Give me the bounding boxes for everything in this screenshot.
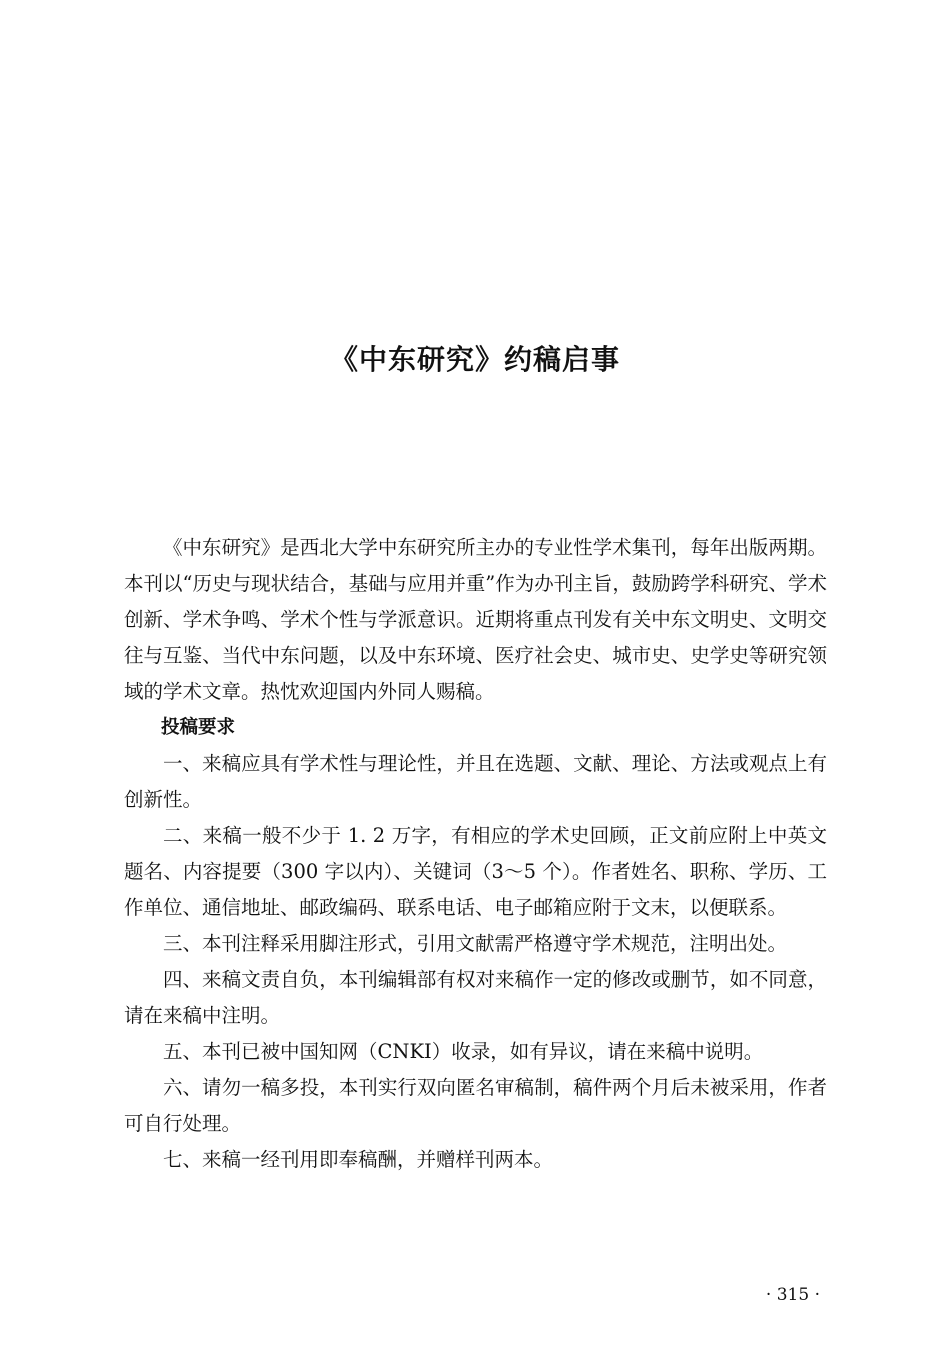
requirement-item-6: 六、请勿一稿多投，本刊实行双向匿名审稿制，稿件两个月后未被采用，作者可自行处理。	[124, 1076, 827, 1135]
intro-paragraph: 《中东研究》是西北大学中东研究所主办的专业性学术集刊，每年出版两期。本刊以“历史与现状结合，基础与应用并重”作为办刊主旨，鼓励跨学科研究、学术创新、学术争鸣、学术个性与学派意识。近期将重点刊发有关中东文明史、文明交往与互鉴、当代中东问题，以及中东环境、医疗社会史、城市史、史学史等研究领域的学术文章。热忱欢迎国内外同人赐稿。	[124, 536, 827, 703]
requirement-item-4: 四、来稿文责自负，本刊编辑部有权对来稿作一定的修改或删节，如不同意，请在来稿中注明。	[124, 968, 827, 1027]
requirements-heading: 投稿要求	[161, 717, 236, 738]
document-body	[124, 530, 827, 1178]
requirement-item-2: 二、来稿一般不少于 1. 2 万字，有相应的学术史回顾，正文前应附上中英文题名、内容提要（300 字以内）、关键词（3～5 个）。作者姓名、职称、学历、工作单位、通信地址、邮政编码、联系电话、电子邮箱应附于文末，以便联系。	[124, 824, 827, 919]
requirement-item-7: 七、来稿一经刊用即奉稿酬，并赠样刊两本。	[163, 1148, 554, 1171]
requirement-item-5: 五、本刊已被中国知网（CNKI）收录，如有异议，请在来稿中说明。	[163, 1040, 764, 1063]
page-title: 《中东研究》约稿启事	[329, 343, 620, 376]
requirement-item-1: 一、来稿应具有学术性与理论性，并且在选题、文献、理论、方法或观点上有创新性。	[124, 752, 827, 811]
page-number: · 315 ·	[765, 1285, 820, 1305]
requirement-item-3: 三、本刊注释采用脚注形式，引用文献需严格遵守学术规范，注明出处。	[163, 932, 788, 955]
